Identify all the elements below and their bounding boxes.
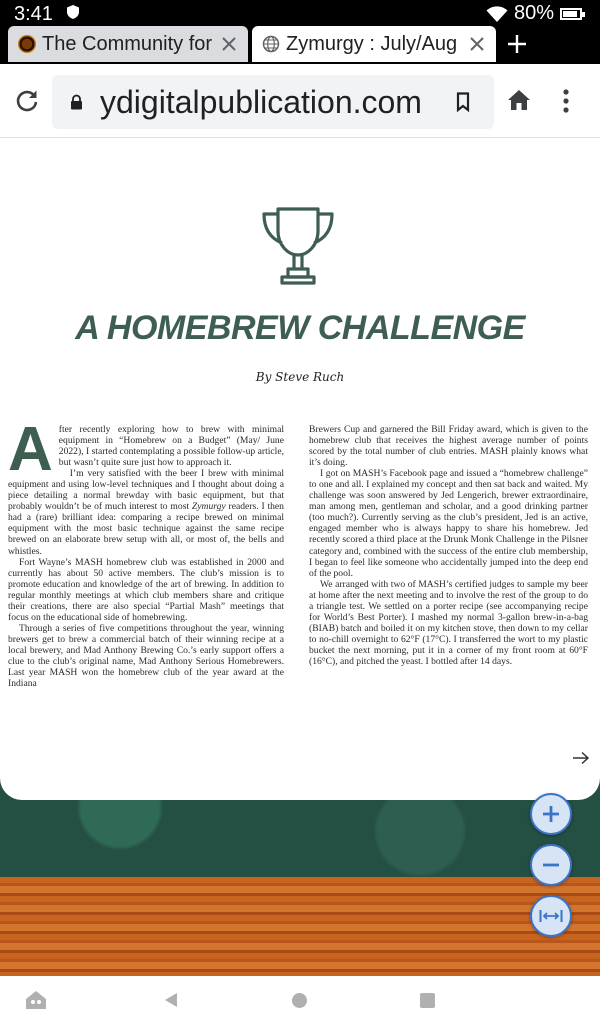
- status-indicators: [486, 2, 582, 25]
- zoom-in-button[interactable]: [530, 793, 572, 835]
- wifi-icon: [486, 5, 508, 23]
- recents-icon[interactable]: [420, 993, 435, 1008]
- more-menu-icon[interactable]: [562, 88, 570, 114]
- zoom-out-button[interactable]: [530, 844, 572, 886]
- paragraph: Fort Wayne’s MASH homebrew club was established in 2000 and currently has about 50 active members. The club’s mission is to promote education and knowledge of the art of brewing. In addition to regular monthly meetings at which club members share and critique their creations, there are also special “Partial Mash” meetings that focus on the educational side of homebrewing.: [8, 556, 284, 623]
- home-nav-icon[interactable]: [292, 993, 307, 1008]
- article-headline: A HOMEBREW CHALLENGE: [75, 309, 525, 347]
- battery-percent: 80%: [513, 2, 554, 24]
- close-tab-icon[interactable]: [220, 35, 238, 53]
- home-icon[interactable]: [507, 89, 531, 111]
- new-tab-icon[interactable]: [504, 31, 530, 57]
- article-column-left: [8, 415, 284, 690]
- paragraph: I’m very satisfied with the beer I brew with minimal equipment and using low-level techniques and I thought about doing a piece detailing a normal brewday with basic equipment, but that probably wouldn’t be of much interest to most Zymurgy readers. I then had a (rare) brilliant idea: comparing a recipe brewed on minimal equipment with the most basic technique against the same recipe brewed on an elaborate brew setup with all, or most of, the bells and whistles.: [8, 468, 284, 557]
- paragraph: We arranged with two of MASH’s certified judges to sample my beer at home after the next meeting and to involve the rest of the group to do a triangle test. We settled on a porter recipe (see accompanying recipe for World’s Best Porter). I mashed my normal 3-gallon brew-in-a-bag (BIAB) batch and boiled it on my kitchen stove, then down to my cellar to no-chill overnight to 62°F (17°C). I transferred the wort to my plastic bucket the next morning, put it in a corner of my front room at 60°F (16°C), and pitched the yeast. I bottled after 14 days.: [309, 578, 588, 667]
- globe-icon: [262, 35, 280, 53]
- back-icon[interactable]: [163, 992, 179, 1008]
- paragraph: Through a series of five competitions throughout the year, winning brewers get to brew a commercial batch of their winning recipe at a local brewery, and Mad Anthony Brewing Co.’s early support offers a clue to the club’s original name, Mad Anthony Serious Homebrewers. Last year MASH won the homebrew club of the year award at the Indiana: [8, 622, 284, 690]
- reload-icon[interactable]: [14, 88, 40, 114]
- battery-icon: [560, 8, 582, 20]
- community-favicon-icon: [18, 35, 36, 53]
- fit-width-icon: [539, 909, 563, 923]
- article-byline: By Steve Ruch: [255, 370, 345, 384]
- paragraph: Brewers Cup and garnered the Bill Friday award, which is given to the homebrew club that receives the highest average number of points scored by the total number of club entries. MASH plainly knows what it’s doing.: [309, 424, 588, 469]
- zoom-out-icon: [540, 854, 562, 876]
- url-text[interactable]: ydigitalpublication.com: [100, 84, 422, 120]
- paragraph: fter recently exploring how to brew with minimal equipment in “Homebrew on a Budget” (May/ June 2022), I started contemplating a possible follow-up article, but wasn’t quite sure just how to approach it.: [58, 424, 284, 469]
- security-shield-icon: [66, 4, 80, 20]
- bookmark-icon[interactable]: [456, 92, 470, 112]
- paragraph: I got on MASH’s Facebook page and issued a “homebrew challenge” to one and all. I explained my concept and then sat back and waited. My challenge was soon answered by Jed Lengerich, brewer extraordinaire, man among men, gentleman and scholar, and a good drinking partner (too much?). Currently serving as the club’s president, Jed is an active, engaged member who is always happy to share his homebrew. Jed recently scored a third place at the Drunk Monk Challenge in the Pilsner category and, combined with the success of the entire club membership, I began to feel like someone who accidentally jumped into the deep end of the pool.: [309, 468, 588, 579]
- tab-title: The Community for: [42, 32, 213, 55]
- trophy-icon: [260, 205, 336, 287]
- magazine-viewer[interactable]: [0, 139, 600, 976]
- assistant-icon[interactable]: [25, 990, 47, 1010]
- tab-strip: [0, 26, 600, 64]
- status-time: 3:41: [14, 3, 53, 25]
- browser-toolbar: [0, 64, 600, 138]
- system-nav-bar: [0, 976, 600, 1024]
- drop-cap: A: [8, 415, 53, 484]
- address-bar[interactable]: [52, 75, 494, 129]
- close-tab-icon[interactable]: [468, 35, 486, 53]
- tab-title: Zymurgy : July/Aug: [286, 32, 458, 55]
- tab-zymurgy[interactable]: [252, 26, 496, 62]
- background-table: [0, 877, 600, 976]
- lock-icon[interactable]: [70, 94, 83, 110]
- article-column-right: [309, 424, 588, 667]
- tab-community[interactable]: [8, 26, 248, 62]
- magazine-page: [0, 139, 600, 800]
- fit-width-button[interactable]: [530, 895, 572, 937]
- status-bar: [0, 0, 600, 26]
- next-page-icon[interactable]: [572, 751, 590, 765]
- zoom-in-icon: [540, 803, 562, 825]
